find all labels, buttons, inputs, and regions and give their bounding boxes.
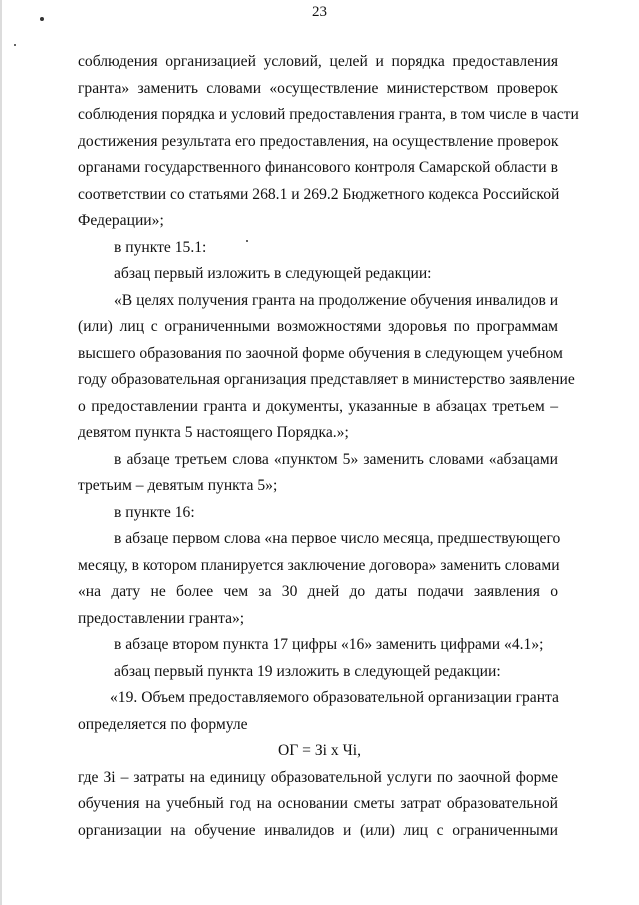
- text-line: органами государственного финансового контроля Самарской области в: [78, 159, 558, 176]
- text-line: «на дату не более чем за 30 дней до даты подачи заявления о: [78, 583, 558, 600]
- text-line: абзац первый изложить в следующей редакции:: [114, 265, 432, 282]
- formula: ОГ = Зi x Чi,: [278, 742, 361, 759]
- text-line: соблюдения порядка и условий предоставления гранта, в том числе в части: [78, 106, 579, 123]
- text-line: соответствии со статьями 268.1 и 269.2 Бюджетного кодекса Российской: [78, 186, 560, 203]
- text-line: в абзаце первом слова «на первое число месяца, предшествующего: [114, 530, 561, 547]
- text-line: «В целях получения гранта на продолжение обучения инвалидов и: [114, 292, 559, 309]
- text-line: месяцу, в котором планируется заключение договора» заменить словами: [78, 557, 560, 574]
- text-line: в пункте 16:: [114, 504, 195, 521]
- text-line: «19. Объем предоставляемого образовательной организации гранта: [110, 689, 559, 706]
- text-line: Федерации»;: [78, 212, 164, 229]
- page-number: 23: [312, 4, 327, 20]
- text-line: достижения результата его предоставления, на осуществление проверок: [78, 133, 559, 150]
- scan-edge: [0, 0, 2, 905]
- text-line: в абзаце втором пункта 17 цифры «16» заменить цифрами «4.1»;: [114, 636, 544, 653]
- text-line: где Зi – затраты на единицу образовательной услуги по заочной форме: [78, 769, 558, 786]
- text-line: (или) лиц с ограниченными возможностями здоровья по программам: [78, 318, 558, 335]
- text-line: абзац первый пункта 19 изложить в следующей редакции:: [114, 663, 501, 680]
- text-line: обучения на учебный год на основании сметы затрат образовательной: [78, 795, 558, 812]
- text-line: году образовательная организация представляет в министерство заявление: [78, 371, 575, 388]
- text-line: предоставлении гранта»;: [78, 610, 245, 627]
- scan-speck: [14, 44, 16, 46]
- text-line: высшего образования по заочной форме обучения в следующем учебном: [78, 345, 563, 362]
- text-line: определяется по формуле: [78, 716, 248, 733]
- text-line: третьим – девятым пункта 5»;: [78, 477, 278, 494]
- text-line: в абзаце третьем слова «пунктом 5» заменить словами «абзацами: [114, 451, 558, 468]
- text-line: в пункте 15.1:: [114, 239, 207, 256]
- text-line: соблюдения организацией условий, целей и порядка предоставления: [78, 53, 558, 70]
- text-line: девятом пункта 5 настоящего Порядка.»;: [78, 424, 349, 441]
- text-line: о предоставлении гранта и документы, указанные в абзацах третьем –: [78, 398, 558, 415]
- text-line: гранта» заменить словами «осуществление министерством проверок: [78, 80, 558, 97]
- text-line: организации на обучение инвалидов и (или) лиц с ограниченными: [78, 822, 558, 839]
